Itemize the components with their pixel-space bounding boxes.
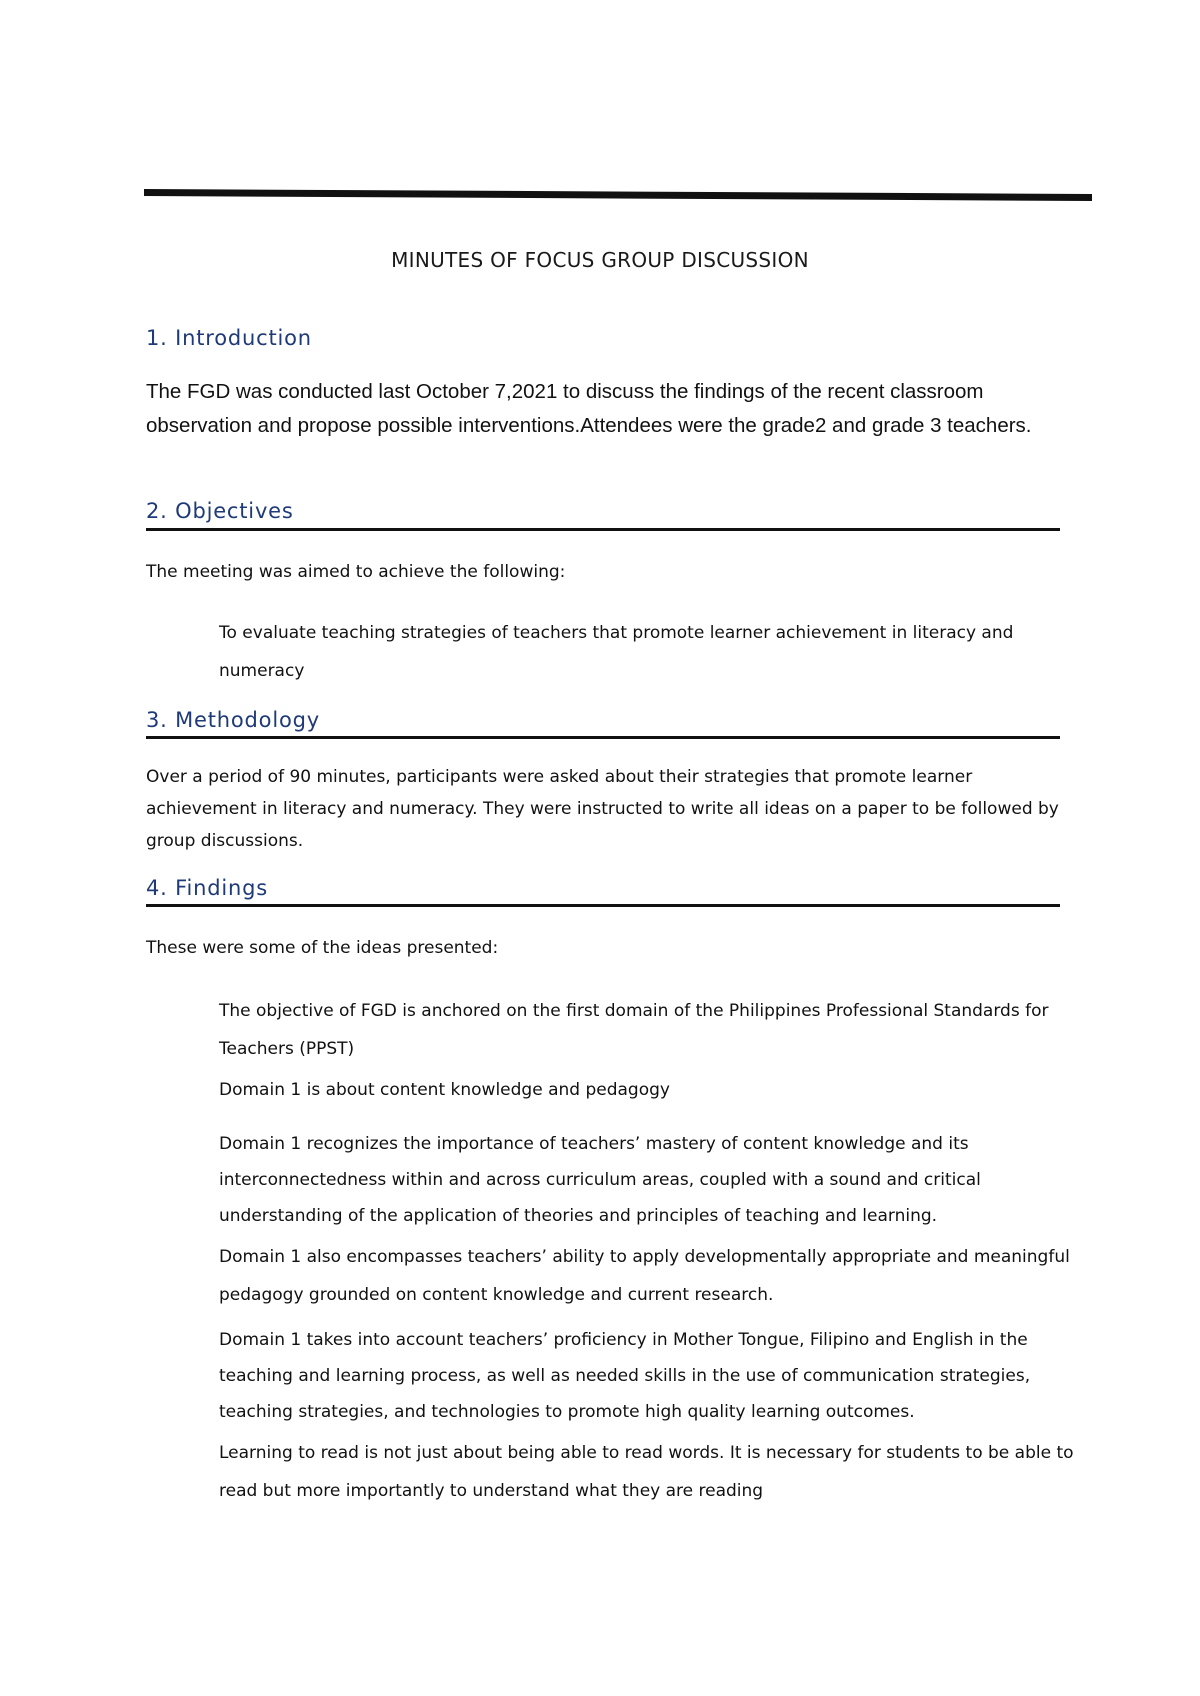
- finding-item: The objective of FGD is anchored on the first domain of the Philippines Professional Standards for Teachers (PPST): [219, 1001, 1049, 1059]
- section-heading-methodology: 3. Methodology: [146, 708, 320, 732]
- methodology-paragraph: Over a period of 90 minutes, participants were asked about their strategies that promote learner achievement in literacy and numeracy. They were instructed to write all ideas on a paper to be followed by group discussions.: [146, 767, 1059, 851]
- header-rule: [144, 186, 1092, 204]
- finding-item: Learning to read is not just about being able to read words. It is necessary for students to be able to read but more importantly to understand what they are reading: [219, 1443, 1074, 1501]
- findings-intro: These were some of the ideas presented:: [146, 938, 499, 958]
- section-divider: [146, 904, 1060, 907]
- document-title: MINUTES OF FOCUS GROUP DISCUSSION: [391, 248, 809, 272]
- objective-item: To evaluate teaching strategies of teachers that promote learner achievement in literacy and numeracy: [219, 623, 1014, 681]
- introduction-paragraph: The FGD was conducted last October 7,2021 to discuss the findings of the recent classroom observation and propose possible interventions.Attendees were the grade2 and grade 3 teachers.: [146, 380, 1032, 437]
- section-divider: [146, 528, 1060, 531]
- finding-item: Domain 1 is about content knowledge and pedagogy: [219, 1080, 670, 1100]
- finding-item: Domain 1 takes into account teachers’ proficiency in Mother Tongue, Filipino and English in the teaching and learning process, as well as needed skills in the use of communication strategies, teaching strategies, and technologies to promote high quality learning outcomes.: [219, 1330, 1031, 1422]
- finding-item: Domain 1 also encompasses teachers’ ability to apply developmentally appropriate and meaningful pedagogy grounded on content knowledge and current research.: [219, 1247, 1070, 1305]
- objectives-intro: The meeting was aimed to achieve the following:: [146, 562, 566, 582]
- section-heading-introduction: 1. Introduction: [146, 326, 312, 350]
- finding-item: Domain 1 recognizes the importance of teachers’ mastery of content knowledge and its interconnectedness within and across curriculum areas, coupled with a sound and critical understanding of the application of theories and principles of teaching and learning.: [219, 1134, 981, 1226]
- section-divider: [146, 736, 1060, 739]
- section-heading-findings: 4. Findings: [146, 876, 268, 900]
- section-heading-objectives: 2. Objectives: [146, 499, 294, 523]
